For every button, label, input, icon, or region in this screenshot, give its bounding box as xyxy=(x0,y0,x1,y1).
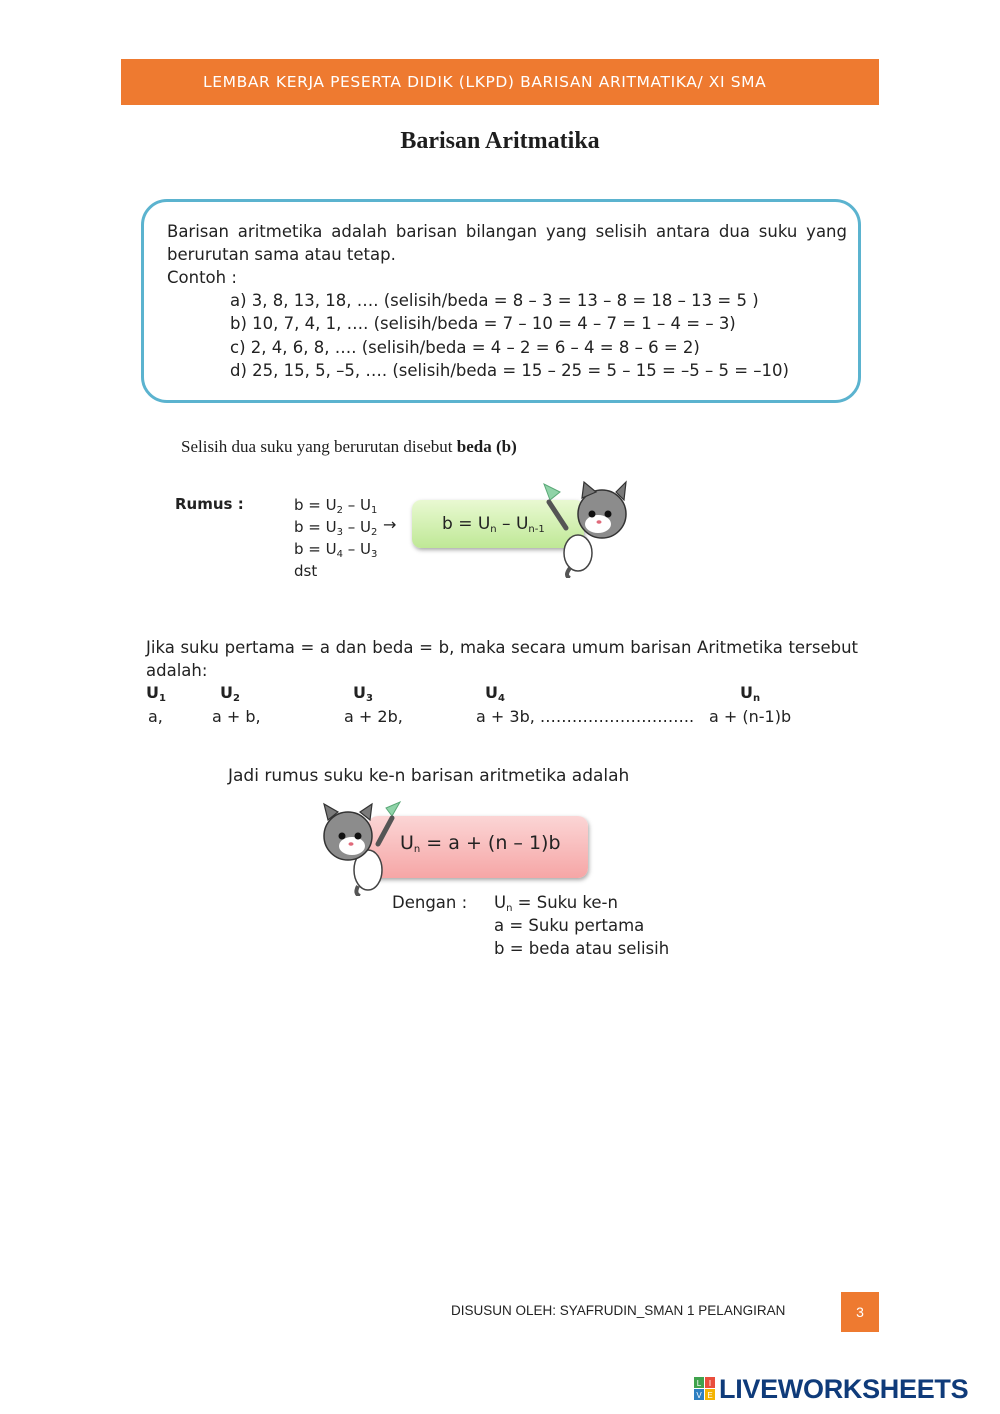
beda-formula-box: $b = U_n - U_{n-1}$ xyxy=(412,500,584,548)
liveworksheets-brand: LIVEWORKSHEETS xyxy=(719,1374,969,1404)
term-value-u3: a + 2b, xyxy=(344,707,403,726)
term-head-un: $U_n$ xyxy=(740,683,761,704)
dengan-un: $U_n$ = Suku ke-n xyxy=(494,893,618,914)
dengan-a: a = Suku pertama xyxy=(494,916,645,935)
term-head-u3: $U_3$ xyxy=(353,683,373,704)
dengan-label: Dengan : xyxy=(392,893,468,912)
beda-term: beda (b) xyxy=(456,437,517,456)
example-c: c) 2, 4, 6, 8, …. (selisih/beda = 4 – 2 = 6 – 4 = 8 – 6 = 2) xyxy=(230,338,700,357)
term-head-u4: $U_4$ xyxy=(485,683,505,704)
contoh-label: Contoh : xyxy=(167,268,237,287)
liveworksheets-logo-icon xyxy=(694,1377,716,1401)
term-value-u4: a + 3b, ……………………….. xyxy=(476,707,695,726)
term-value-u1: a, xyxy=(148,707,163,726)
beda-sentence xyxy=(181,437,517,457)
term-head-u1: $U_1$ xyxy=(146,683,166,704)
footer-author: DISUSUN OLEH: SYAFRUDIN_SMAN 1 PELANGIRAN xyxy=(451,1303,786,1318)
svg-text:V: V xyxy=(696,1391,702,1400)
arrow-icon: → xyxy=(383,515,397,534)
rumus-dst: dst xyxy=(294,562,318,580)
definition-text: Barisan aritmetika adalah barisan bilangan yang selisih antara dua suku yang berurutan sama atau tetap. xyxy=(167,222,847,264)
rumus-line-2: $b = U_3 - U_2$ xyxy=(294,518,378,538)
svg-text:L: L xyxy=(696,1379,702,1388)
rumus-line-3: $b = U_4 - U_3$ xyxy=(294,540,378,560)
example-b: b) 10, 7, 4, 1, …. (selisih/beda = 7 – 10 = 4 – 7 = 1 – 4 = – 3) xyxy=(230,314,736,333)
term-head-u2: $U_2$ xyxy=(220,683,240,704)
term-value-un: a + (n-1)b xyxy=(709,707,792,726)
term-value-u2: a + b, xyxy=(212,707,261,726)
rumus-line-1: $b = U_2 - U_1$ xyxy=(294,496,378,516)
svg-text:E: E xyxy=(707,1391,713,1400)
rumus-label: Rumus : xyxy=(175,495,244,513)
cat-mascot-icon-2 xyxy=(318,800,404,896)
page-number: 3 xyxy=(841,1292,879,1332)
beda-sentence-text: Selisih dua suku yang berurutan disebut xyxy=(181,437,457,456)
page-title: Barisan Aritmatika xyxy=(400,128,600,154)
dengan-b: b = beda atau selisih xyxy=(494,939,670,958)
un-formula-box: $U_n = a + (n - 1)b$ xyxy=(368,816,588,878)
example-a: a) 3, 8, 13, 18, …. (selisih/beda = 8 – 3 = 13 – 8 = 18 – 13 = 5 ) xyxy=(230,291,759,310)
svg-text:I: I xyxy=(708,1379,712,1388)
general-form-text: Jika suku pertama = a dan beda = b, maka secara umum barisan Aritmetika tersebut adalah: xyxy=(146,638,858,680)
jadi-text: Jadi rumus suku ke-n barisan aritmetika adalah xyxy=(228,766,630,786)
example-d: d) 25, 15, 5, –5, …. (selisih/beda = 15 – 25 = 5 – 15 = –5 – 5 = –10) xyxy=(230,361,789,380)
cat-mascot-icon xyxy=(540,478,640,578)
header-banner: LEMBAR KERJA PESERTA DIDIK (LKPD) BARISAN ARITMATIKA/ XI SMA xyxy=(121,59,879,105)
